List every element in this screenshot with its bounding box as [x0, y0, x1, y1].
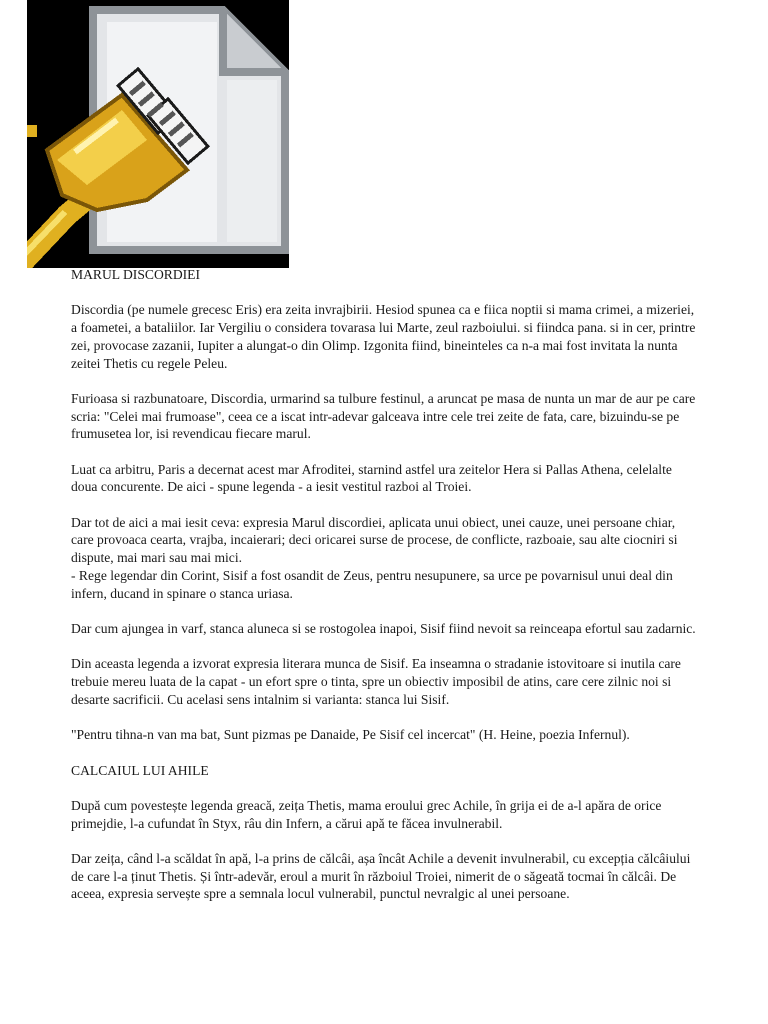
- paragraph: - Rege legendar din Corint, Sisif a fost osandit de Zeus, pentru nesupunere, sa urce pe povarnisul unui deal din infern, ducand in spinare o stanca uriasa.: [71, 567, 673, 601]
- paragraph: Luat ca arbitru, Paris a decernat acest mar Afroditei, starnind astfel ura zeitelor Hera si Pallas Athena, celelalte doua concurente. De aici - spune legenda - a iesit vestitul razboi al Troiei.: [71, 461, 672, 495]
- quote-paragraph: "Pentru tihna-n van ma bat, Sunt pizmas pe Danaide, Pe Sisif cel incercat" (H. Heine, poezia Infernul).: [71, 727, 630, 743]
- document-body: [71, 266, 701, 921]
- paragraph: Dar tot de aici a mai iesit ceva: expresia Marul discordiei, aplicata unui obiect, unei cauze, unei persoane chiar, care provoaca cearta, vrajba, incaierari; deci oricarei surse de procese, de conflicte, razboaie, sau alte ciocniri si dispute, mai mari sau mai mici.: [71, 514, 678, 566]
- paragraph: Dar zeița, când l-a scăldat în apă, l-a prins de călcâi, așa încât Achile a devenit invulnerabil, cu excepția călcâiului de care l-a ținut Thetis. Și într-adevăr, eroul a murit în războiul Troiei, nimerit de o săgeată tocmai în călcâi. De aceea, expresia servește spre a semnala locul vulnerabil, punctul nevralgic al unei persoane.: [71, 851, 691, 902]
- paragraph: După cum povestește legenda greacă, zeița Thetis, mama eroului grec Achile, în grija ei de a-l apăra de orice primejdie, l-a cufundat în Styx, râu din Infern, a cărui apă te făcea invulnerabil.: [71, 797, 662, 831]
- paragraph: Din aceasta legenda a izvorat expresia literara munca de Sisif. Ea inseamna o stradanie istovitoare si inutila care trebuie mereu luata de la capat - un efort spre o tinta, spre un obiectiv imposibil de atins, care cere zilnic noi si desarte sacrificii. Cu acelasi sens intalnim si varianta: stanca lui Sisif.: [71, 656, 681, 707]
- paragraph: Discordia (pe numele grecesc Eris) era zeita invrajbirii. Hesiod spunea ca e fiica noptii si mama crimei, a mizeriei, a foametei, a bataliilor. Iar Vergiliu o considera tovarasa lui Marte, zeul razboiului. si fiindca pana. si in cer, printre zei, provocase zazanii, Iupiter a alungat-o din Olimp. Izgonita fiind, bineinteles ca n-a mai fost invitata la nunta zeitei Thetis cu regele Peleu.: [71, 302, 696, 371]
- paragraph: Furioasa si razbunatoare, Discordia, urmarind sa tulbure festinul, a aruncat pe masa de nunta un mar de aur pe care scria: "Celei mai frumoase", ceea ce a iscat intr-adevar galceava intre cele trei zeite de fata, care, bizuindu-se pe frumusetea lor, isi revendicau fiecare marul.: [71, 390, 696, 442]
- section-heading-calcaiul-lui-ahile: CALCAIUL LUI AHILE: [71, 762, 209, 778]
- section-heading-marul-discordiei: MARUL DISCORDIEI: [71, 267, 201, 282]
- paragraph: Dar cum ajungea in varf, stanca aluneca si se rostogolea inapoi, Sisif fiind nevoit sa reinceapa efortul sau zadarnic.: [71, 620, 696, 636]
- plugin-document-icon: [27, 0, 289, 268]
